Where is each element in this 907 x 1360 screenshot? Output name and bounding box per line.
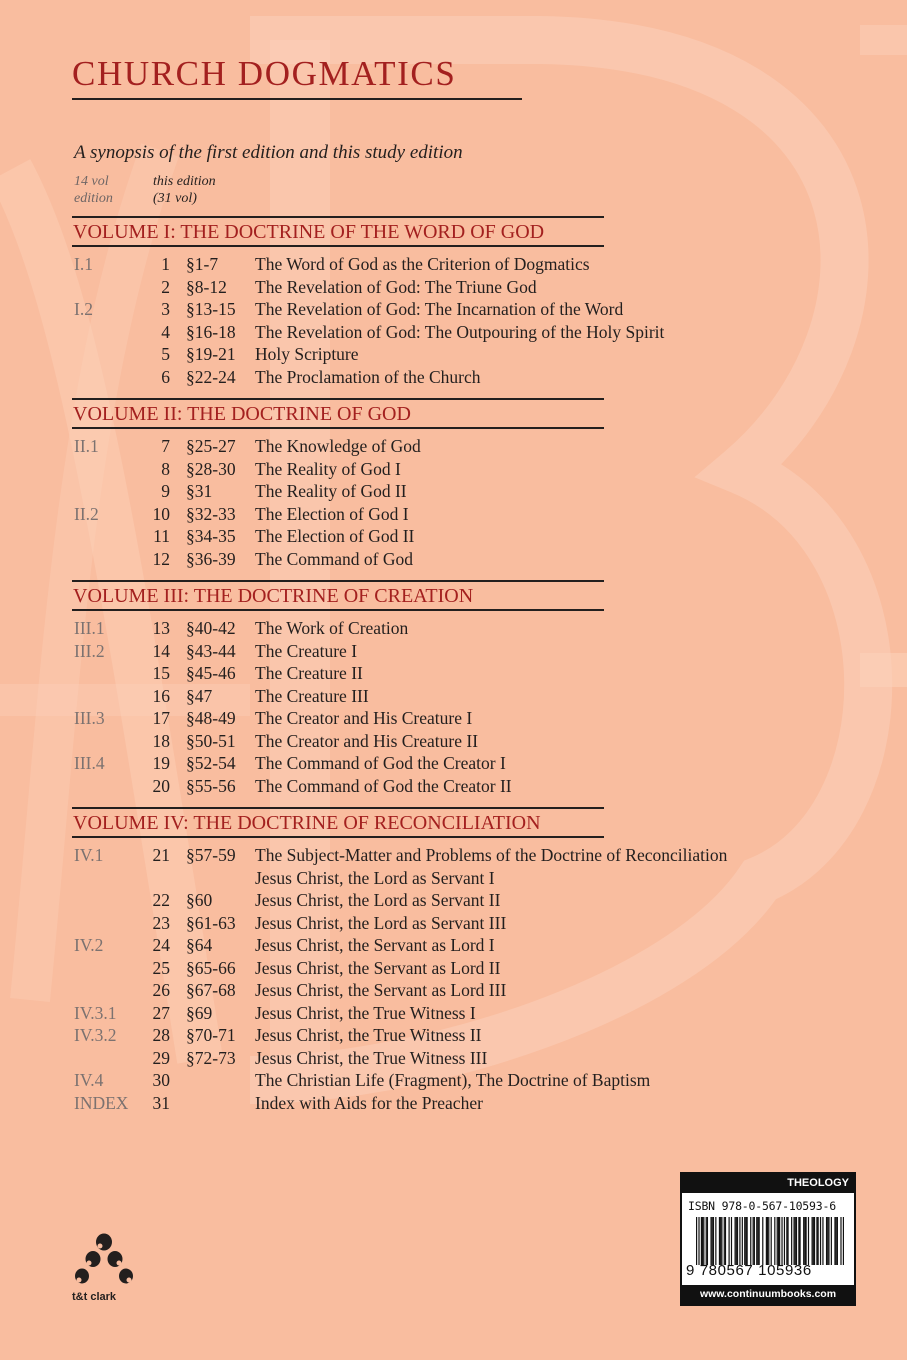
barcode-bar bbox=[724, 1217, 725, 1265]
barcode-bar bbox=[787, 1217, 788, 1265]
barcode-bar bbox=[706, 1217, 707, 1265]
volume-rule bbox=[72, 807, 604, 809]
section-title: The Knowledge of God bbox=[255, 436, 421, 456]
barcode-bar bbox=[814, 1217, 815, 1265]
old-edition-volume: IV.2 bbox=[74, 935, 104, 955]
barcode-bar bbox=[742, 1217, 743, 1265]
section-title: The Creature III bbox=[255, 685, 369, 706]
old-edition-volume: IV.3.1 bbox=[74, 1002, 117, 1023]
barcode-bar bbox=[737, 1217, 738, 1265]
paragraph-range: §65-66 bbox=[186, 957, 236, 978]
paragraph-range: §28-30 bbox=[186, 458, 236, 479]
table-row bbox=[0, 707, 907, 729]
paragraph-range: §43-44 bbox=[186, 640, 236, 661]
old-edition-volume: III.3 bbox=[74, 708, 105, 728]
table-row bbox=[0, 276, 907, 298]
barcode-bar bbox=[753, 1217, 754, 1265]
barcode-bar bbox=[725, 1217, 726, 1265]
barcode-bar bbox=[806, 1217, 807, 1265]
paragraph-range: §47 bbox=[186, 685, 213, 706]
volume-number: 12 bbox=[152, 548, 170, 569]
barcode-bar bbox=[747, 1217, 748, 1265]
volume-rule bbox=[72, 580, 604, 582]
barcode-bar bbox=[698, 1217, 699, 1265]
paragraph-range: §40-42 bbox=[186, 618, 236, 638]
publisher-name: t&t clark bbox=[72, 1291, 117, 1303]
volume-number: 6 bbox=[161, 366, 170, 387]
volume-number: 22 bbox=[152, 890, 170, 910]
volume-heading: VOLUME II: THE DOCTRINE OF GOD bbox=[73, 403, 411, 425]
paragraph-range: §48-49 bbox=[186, 708, 236, 728]
paragraph-range: §13-15 bbox=[186, 299, 236, 319]
barcode-bar bbox=[778, 1217, 779, 1265]
old-edition-volume: II.2 bbox=[74, 503, 99, 524]
barcode-bar bbox=[719, 1217, 720, 1265]
paragraph-range: §25-27 bbox=[186, 436, 236, 456]
barcode-bar bbox=[791, 1217, 792, 1265]
volume-number: 31 bbox=[152, 1092, 170, 1113]
section-title: The Reality of God II bbox=[255, 481, 407, 501]
barcode-bar bbox=[834, 1217, 835, 1265]
paragraph-range: §67-68 bbox=[186, 980, 236, 1000]
table-row bbox=[0, 480, 907, 502]
paragraph-range: §34-35 bbox=[186, 526, 236, 546]
section-title: Index with Aids for the Preacher bbox=[255, 1092, 483, 1113]
section-title: Jesus Christ, the Servant as Lord II bbox=[255, 957, 501, 978]
table-row bbox=[0, 321, 907, 343]
barcode-bar bbox=[820, 1217, 821, 1265]
table-row bbox=[0, 1069, 907, 1091]
volume-number: 27 bbox=[152, 1002, 170, 1023]
barcode-bar bbox=[707, 1217, 708, 1265]
barcode-bar bbox=[762, 1217, 763, 1265]
barcode-bar bbox=[843, 1217, 844, 1265]
barcode-bar bbox=[710, 1217, 711, 1265]
barcode-bar bbox=[828, 1217, 829, 1265]
volume-number: 24 bbox=[152, 935, 170, 955]
old-edition-volume: III.1 bbox=[74, 618, 105, 638]
paragraph-range: §8-12 bbox=[186, 276, 227, 297]
volume-number: 3 bbox=[161, 299, 170, 319]
barcode-bar bbox=[831, 1217, 832, 1265]
section-title: Jesus Christ, the True Witness II bbox=[255, 1025, 482, 1045]
paragraph-range: §69 bbox=[186, 1002, 213, 1023]
table-row bbox=[0, 844, 907, 866]
paragraph-range: §1-7 bbox=[186, 254, 219, 274]
barcode-bar bbox=[803, 1217, 804, 1265]
barcode-bar bbox=[715, 1217, 716, 1265]
volume-rule bbox=[72, 427, 604, 429]
table-row bbox=[0, 548, 907, 570]
old-edition-volume: III.4 bbox=[74, 753, 105, 773]
table-row bbox=[0, 343, 907, 365]
section-title: The Election of God I bbox=[255, 503, 409, 524]
barcode-bar bbox=[836, 1217, 837, 1265]
volume-heading: VOLUME IV: THE DOCTRINE OF RECONCILIATION bbox=[73, 812, 541, 834]
section-title: Jesus Christ, the Lord as Servant III bbox=[255, 912, 507, 933]
table-row bbox=[0, 867, 907, 889]
volume-number: 30 bbox=[152, 1070, 170, 1090]
barcode-bar bbox=[777, 1217, 778, 1265]
section-title: The Christian Life (Fragment), The Doctrine of Baptism bbox=[255, 1070, 651, 1090]
column-header-old-edition bbox=[74, 173, 113, 207]
barcode-bar bbox=[720, 1217, 721, 1265]
barcode-bar bbox=[779, 1217, 780, 1265]
paragraph-range: §45-46 bbox=[186, 663, 236, 683]
paragraph-range: §36-39 bbox=[186, 548, 236, 569]
barcode-bar bbox=[808, 1217, 809, 1265]
table-row bbox=[0, 525, 907, 547]
section-title: Holy Scripture bbox=[255, 344, 359, 364]
table-row bbox=[0, 957, 907, 979]
table-row bbox=[0, 1047, 907, 1069]
section-title: The Revelation of God: The Triune God bbox=[255, 276, 537, 297]
volume-rule bbox=[72, 836, 604, 838]
paragraph-range: §50-51 bbox=[186, 730, 236, 751]
paragraph-range: §70-71 bbox=[186, 1025, 236, 1045]
page-title: CHURCH DOGMATICS bbox=[72, 54, 457, 93]
barcode-bar bbox=[731, 1217, 732, 1265]
section-title: Jesus Christ, the True Witness I bbox=[255, 1002, 476, 1023]
table-row bbox=[0, 912, 907, 934]
paragraph-range: §61-63 bbox=[186, 912, 236, 933]
barcode-digits: 9 780567 105936 bbox=[686, 1262, 812, 1279]
barcode-bar bbox=[812, 1217, 813, 1265]
barcode-bar bbox=[728, 1217, 729, 1265]
section-title: The Creature I bbox=[255, 640, 358, 661]
paragraph-range: §64 bbox=[186, 935, 213, 955]
volume-number: 8 bbox=[161, 458, 170, 479]
paragraph-range: §52-54 bbox=[186, 753, 236, 773]
barcode-bar bbox=[793, 1217, 794, 1265]
barcode-bar bbox=[795, 1217, 796, 1265]
volume-heading: VOLUME I: THE DOCTRINE OF THE WORD OF GOD bbox=[73, 221, 545, 243]
barcode-bar bbox=[784, 1217, 785, 1265]
volume-number: 13 bbox=[152, 618, 170, 638]
old-edition-volume: II.1 bbox=[74, 436, 99, 456]
section-title: The Work of Creation bbox=[255, 618, 409, 638]
paragraph-range: §57-59 bbox=[186, 845, 236, 865]
table-row bbox=[0, 889, 907, 911]
barcode-bar bbox=[837, 1217, 838, 1265]
column-header-old-line1: 14 vol bbox=[74, 174, 109, 189]
section-title: The Election of God II bbox=[255, 526, 415, 546]
barcode-bar bbox=[822, 1217, 823, 1265]
barcode-bar bbox=[713, 1217, 714, 1265]
volume-number: 7 bbox=[161, 436, 170, 456]
volume-number: 5 bbox=[161, 344, 170, 364]
table-row bbox=[0, 775, 907, 797]
volume-number: 20 bbox=[152, 775, 170, 796]
barcode-bar bbox=[735, 1217, 736, 1265]
table-row bbox=[0, 298, 907, 320]
column-header-old-line2: edition bbox=[74, 191, 113, 206]
volume-number: 26 bbox=[152, 980, 170, 1000]
volume-number: 9 bbox=[161, 481, 170, 501]
volume-rule bbox=[72, 398, 604, 400]
section-title: The Subject-Matter and Problems of the Doctrine of Reconciliation bbox=[255, 845, 728, 865]
section-title: Jesus Christ, the Lord as Servant II bbox=[255, 890, 501, 910]
barcode-bar bbox=[768, 1217, 769, 1265]
barcode-bar bbox=[759, 1217, 760, 1265]
table-row bbox=[0, 617, 907, 639]
section-title: The Proclamation of the Church bbox=[255, 366, 481, 387]
section-title: The Revelation of God: The Incarnation of the Word bbox=[255, 299, 624, 319]
section-title: The Reality of God I bbox=[255, 458, 401, 479]
table-row bbox=[0, 1024, 907, 1046]
volume-number: 19 bbox=[152, 753, 170, 773]
volume-rule bbox=[72, 609, 604, 611]
publisher-url: www.continuumbooks.com bbox=[682, 1285, 854, 1304]
section-title: The Creator and His Creature I bbox=[255, 708, 473, 728]
barcode-bar bbox=[781, 1217, 782, 1265]
old-edition-volume: III.2 bbox=[74, 640, 105, 661]
table-row bbox=[0, 640, 907, 662]
table-row bbox=[0, 1092, 907, 1114]
barcode-bar bbox=[766, 1217, 767, 1265]
volume-number: 2 bbox=[161, 276, 170, 297]
table-row bbox=[0, 685, 907, 707]
paragraph-range: §16-18 bbox=[186, 321, 236, 342]
barcode-bar bbox=[816, 1217, 817, 1265]
barcode-bar bbox=[754, 1217, 755, 1265]
barcode-bar bbox=[767, 1217, 768, 1265]
table-row bbox=[0, 1002, 907, 1024]
barcode-bar bbox=[721, 1217, 722, 1265]
table-row bbox=[0, 934, 907, 956]
volume-number: 16 bbox=[152, 685, 170, 706]
volume-number: 11 bbox=[153, 526, 170, 546]
volume-number: 4 bbox=[161, 321, 170, 342]
barcode-bar bbox=[818, 1217, 819, 1265]
table-row bbox=[0, 662, 907, 684]
table-row bbox=[0, 752, 907, 774]
barcode-bar bbox=[757, 1217, 758, 1265]
paragraph-range: §22-24 bbox=[186, 366, 236, 387]
volume-number: 10 bbox=[152, 503, 170, 524]
barcode-bar bbox=[745, 1217, 746, 1265]
barcode-bar bbox=[799, 1217, 800, 1265]
section-title: Jesus Christ, the Servant as Lord III bbox=[255, 980, 507, 1000]
barcode-bar bbox=[756, 1217, 757, 1265]
paragraph-range: §55-56 bbox=[186, 775, 236, 796]
paragraph-range: §32-33 bbox=[186, 503, 236, 524]
barcode-bar bbox=[712, 1217, 713, 1265]
volume-number: 18 bbox=[152, 730, 170, 751]
section-title: The Command of God bbox=[255, 548, 413, 569]
title-divider bbox=[72, 98, 522, 100]
old-edition-volume: IV.3.2 bbox=[74, 1025, 117, 1045]
old-edition-volume: IV.1 bbox=[74, 845, 104, 865]
volume-number: 28 bbox=[152, 1025, 170, 1045]
table-row bbox=[0, 435, 907, 457]
table-row bbox=[0, 503, 907, 525]
barcode-bar bbox=[744, 1217, 745, 1265]
barcode-bar bbox=[840, 1217, 841, 1265]
barcode-bar bbox=[703, 1217, 704, 1265]
barcode-bar bbox=[796, 1217, 797, 1265]
column-header-new-line2: (31 vol) bbox=[153, 191, 197, 206]
barcode-panel bbox=[680, 1172, 856, 1306]
volume-number: 29 bbox=[152, 1047, 170, 1068]
volume-number: 23 bbox=[152, 912, 170, 933]
section-title: The Word of God as the Criterion of Dogmatics bbox=[255, 254, 590, 274]
barcode-bar bbox=[827, 1217, 828, 1265]
section-title: The Creator and His Creature II bbox=[255, 730, 479, 751]
section-title: The Revelation of God: The Outpouring of the Holy Spirit bbox=[255, 321, 665, 342]
volume-number: 1 bbox=[161, 254, 170, 274]
barcode-bar bbox=[736, 1217, 737, 1265]
table-row bbox=[0, 979, 907, 1001]
barcode-bar bbox=[701, 1217, 702, 1265]
old-edition-volume: INDEX bbox=[74, 1092, 129, 1113]
barcode-bar bbox=[750, 1217, 751, 1265]
barcode-bar bbox=[826, 1217, 827, 1265]
section-title: Jesus Christ, the True Witness III bbox=[255, 1047, 488, 1068]
volume-number: 25 bbox=[152, 957, 170, 978]
paragraph-range: §72-73 bbox=[186, 1047, 236, 1068]
volume-number: 15 bbox=[152, 663, 170, 683]
section-title: Jesus Christ, the Servant as Lord I bbox=[255, 935, 495, 955]
paragraph-range: §60 bbox=[186, 890, 213, 910]
barcode-bar bbox=[798, 1217, 799, 1265]
volume-number: 17 bbox=[152, 708, 170, 728]
column-header-this-edition bbox=[153, 173, 216, 207]
barcode-icon bbox=[696, 1217, 844, 1265]
volume-heading: VOLUME III: THE DOCTRINE OF CREATION bbox=[73, 585, 474, 607]
barcode-bar bbox=[813, 1217, 814, 1265]
column-header-new-line1: this edition bbox=[153, 174, 216, 189]
old-edition-volume: I.2 bbox=[74, 299, 93, 319]
isbn-text: ISBN 978-0-567-10593-6 bbox=[688, 1199, 836, 1213]
table-row bbox=[0, 458, 907, 480]
barcode-category: THEOLOGY bbox=[682, 1174, 854, 1193]
volume-number: 21 bbox=[152, 845, 170, 865]
table-row bbox=[0, 366, 907, 388]
barcode-bar bbox=[774, 1217, 775, 1265]
barcode-bar bbox=[804, 1217, 805, 1265]
barcode-bar bbox=[771, 1217, 772, 1265]
subtitle: A synopsis of the first edition and this study edition bbox=[74, 142, 463, 163]
volume-rule bbox=[72, 245, 604, 247]
section-title: The Command of God the Creator I bbox=[255, 753, 506, 773]
table-row bbox=[0, 730, 907, 752]
section-title: Jesus Christ, the Lord as Servant I bbox=[255, 867, 495, 888]
paragraph-range: §31 bbox=[186, 481, 213, 501]
section-title: The Command of God the Creator II bbox=[255, 775, 512, 796]
barcode-bar bbox=[786, 1217, 787, 1265]
section-title: The Creature II bbox=[255, 663, 363, 683]
volume-number: 14 bbox=[152, 640, 170, 661]
table-row bbox=[0, 253, 907, 275]
volume-rule bbox=[72, 216, 604, 218]
old-edition-volume: I.1 bbox=[74, 254, 93, 274]
paragraph-range: §19-21 bbox=[186, 344, 236, 364]
barcode-bar bbox=[739, 1217, 740, 1265]
old-edition-volume: IV.4 bbox=[74, 1070, 104, 1090]
barcode-bar bbox=[696, 1217, 697, 1265]
barcode-bar bbox=[702, 1217, 703, 1265]
